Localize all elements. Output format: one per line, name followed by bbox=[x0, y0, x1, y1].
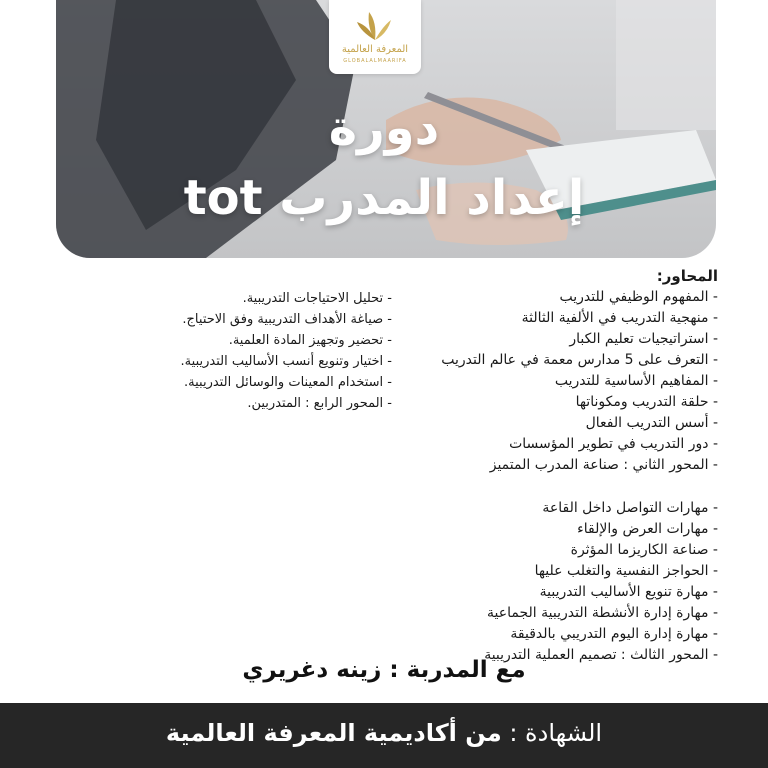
certificate-footer bbox=[0, 703, 768, 768]
axes-heading: المحاور: bbox=[656, 267, 718, 285]
certificate-text bbox=[0, 719, 768, 747]
list-item: - أسس التدريب الفعال bbox=[585, 415, 718, 431]
list-item: - المحور الثاني : صناعة المدرب المتميز bbox=[489, 457, 718, 473]
logo-text-arabic: المعرفة العالمية bbox=[341, 44, 409, 55]
list-item: - مهارات العرض والإلقاء bbox=[577, 521, 718, 537]
list-item: - صياغة الأهداف التدريبية وفق الاحتياج. bbox=[182, 312, 392, 327]
list-item: - صناعة الكاريزما المؤثرة bbox=[570, 542, 718, 558]
list-item: - مهارة إدارة الأنشطة التدريبية الجماعية bbox=[487, 605, 718, 621]
axes-left-column bbox=[172, 288, 392, 414]
certificate-value: من أكاديمية المعرفة العالمية bbox=[165, 719, 502, 747]
list-item: - مهارة إدارة اليوم التدريبي بالدقيقة bbox=[510, 626, 718, 642]
list-item: - دور التدريب في تطوير المؤسسات bbox=[509, 436, 718, 452]
brand-logo bbox=[329, 0, 421, 74]
list-item: - حلقة التدريب ومكوناتها bbox=[575, 394, 718, 410]
list-item: - منهجية التدريب في الألفية الثالثة bbox=[521, 310, 718, 326]
list-item: - استراتيجيات تعليم الكبار bbox=[569, 331, 718, 347]
axes-right-column bbox=[388, 266, 718, 666]
course-title-line2: إعداد المدرب tot bbox=[183, 170, 585, 226]
course-title-line1: دورة bbox=[328, 100, 440, 156]
list-item: - مهارات التواصل داخل القاعة bbox=[542, 500, 718, 516]
trainer-name: مع المدربة : زينه دغريري bbox=[242, 657, 526, 683]
list-item: - التعرف على 5 مدارس معمة في عالم التدريب bbox=[441, 352, 718, 368]
logo-text-english: GLOBALALMAARIFA bbox=[343, 58, 407, 64]
wheat-logo-icon bbox=[353, 6, 397, 44]
list-item: - المحور الرابع : المتدربين. bbox=[247, 396, 392, 411]
list-item: - المفهوم الوظيفي للتدريب bbox=[559, 289, 718, 305]
list-item: - الحواجز النفسية والتغلب عليها bbox=[534, 563, 718, 579]
list-item: - استخدام المعينات والوسائل التدريبية. bbox=[184, 375, 392, 390]
list-item: - تحليل الاحتياجات التدريبية. bbox=[242, 291, 392, 306]
certificate-label: الشهادة : bbox=[509, 719, 603, 747]
list-item: - المفاهيم الأساسية للتدريب bbox=[554, 373, 718, 389]
list-item: - اختيار وتنويع أنسب الأساليب التدريبية. bbox=[180, 354, 392, 369]
list-item: - المحور الثالث : تصميم العملية التدريبية bbox=[484, 647, 718, 663]
list-item: - مهارة تنويع الأساليب التدريبية bbox=[539, 584, 718, 600]
list-item: - تحضير وتجهيز المادة العلمية. bbox=[228, 333, 392, 348]
